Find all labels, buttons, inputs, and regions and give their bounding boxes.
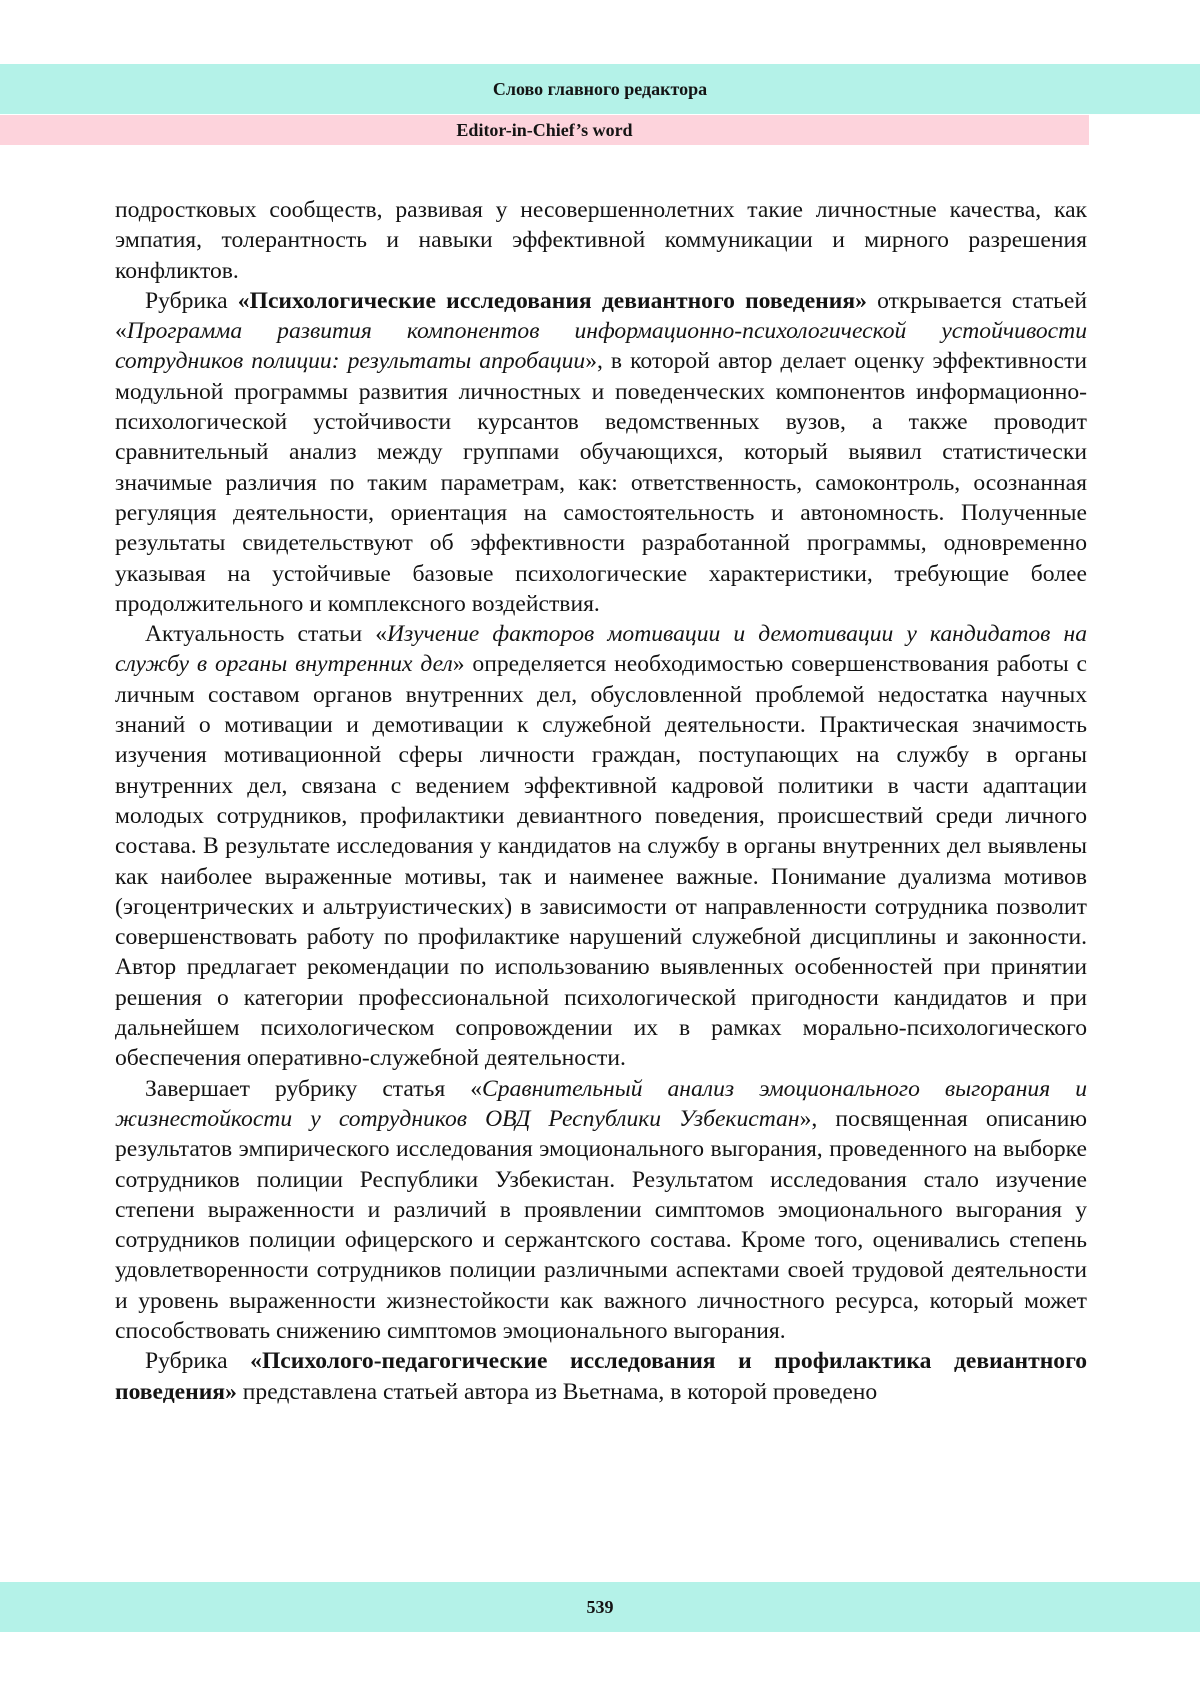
paragraph-2-lead: Рубрика [145, 287, 238, 314]
article-title: Программа развития компонентов информационно-психологической устойчивости сотрудников полиции: результаты апробации [115, 318, 1087, 375]
paragraph-3 [115, 619, 1087, 1073]
page-footer [0, 1582, 1200, 1632]
paragraph-4-lead: Завершает рубрику статья « [145, 1075, 482, 1102]
paragraph-1: подростковых сообществ, развивая у несовершеннолетних такие личностные качества, как эмпатия, толерантность и навыки эффективной коммуникации и мирного разрешения конфликтов. [115, 197, 1087, 284]
article-title: Сравнительный анализ эмоционального выгорания и жизнестойкости у сотрудников ОВД Республики Узбекистан [115, 1075, 1087, 1132]
paragraph-3-lead: Актуальность статьи « [145, 621, 388, 648]
article-body [115, 195, 1087, 1407]
paragraph-2-text: открывается статьей « [115, 287, 1087, 345]
page-number: 539 [586, 1596, 614, 1617]
paragraph-5-lead: Рубрика [145, 1348, 251, 1375]
rubric-title: «Психологические исследования девиантного поведения» [237, 287, 867, 314]
article-title: Изучение факторов мотивации и демотивации у кандидатов на службу в органы внутренних дел [115, 621, 1087, 678]
paragraph-3-rest: » определяется необходимостью совершенствования работы с личным составом органов внутренних дел, обусловленной проблемой недостатка научных знаний о мотивации и демотивации к служебной деятельности. Практическая значимость изучения мотивационной сферы личности граждан, поступающих на службу в органы внутренних дел, связана с ведением эффективной кадровой политики в части адаптации молодых сотрудников, профилактики девиантного поведения, происшествий среди личного состава. В результате исследования у кандидатов на службу в органы внутренних дел выявлены как наиболее выраженные мотивы, так и наименее важные. Понимание дуализма мотивов (эгоцентрических и альтруистических) в зависимости от направленности сотрудника позволит совершенствовать работу по профилактике нарушений служебной дисциплины и законности. Автор предлагает рекомендации по использованию выявленных особенностей при принятии решения о категории профессиональной психологической пригодности кандидатов и при дальнейшем психологическом сопровождении их в рамках морально-психологического обеспечения оперативно-служебной деятельности. [115, 651, 1087, 1072]
paragraph-2 [115, 286, 1087, 619]
paragraph-4 [115, 1074, 1087, 1347]
section-title-en: Editor-in-Chief’s word [456, 119, 633, 140]
paragraph-4-rest: », посвященная описанию результатов эмпирического исследования эмоционального выгорания, проведенного на выборке сотрудников полиции Республики Узбекистан. Результатом исследования стало изучение степени выраженности и различий в проявлении симптомов эмоционального выгорания у сотрудников полиции офицерского и сержантского состава. Кроме того, оценивались степень удовлетворенности сотрудников полиции различными аспектами своей трудовой деятельности и уровень выраженности жизнестойкости как важного личностного ресурса, который может способствовать снижению симптомов эмоционального выгорания. [115, 1105, 1087, 1344]
paragraph-2-rest: », в которой автор делает оценку эффективности модульной программы развития личностных и поведенческих компонентов информационно-психологической устойчивости курсантов ведомственных вузов, а также проводит сравнительный анализ между группами обучающихся, который выявил статистически значимые различия по таким параметрам, как: ответственность, самоконтроль, осознанная регуляция деятельности, ориентация на самостоятельность и автономность. Полученные результаты свидетельствуют об эффективности разработанной программы, одновременно указывая на устойчивые базовые психологические характеристики, требующие более продолжительного и комплексного воздействия. [115, 348, 1087, 617]
paragraph-5-rest: представлена статьей автора из Вьетнама, в которой проведено [236, 1378, 878, 1405]
rubric-title: «Психолого-педагогические исследования и профилактика девиантного поведения» [115, 1348, 1088, 1405]
running-header-en [0, 115, 1089, 145]
section-title-ru: Слово главного редактора [492, 78, 708, 99]
paragraph-5 [115, 1346, 1087, 1407]
running-header-ru [0, 64, 1200, 114]
